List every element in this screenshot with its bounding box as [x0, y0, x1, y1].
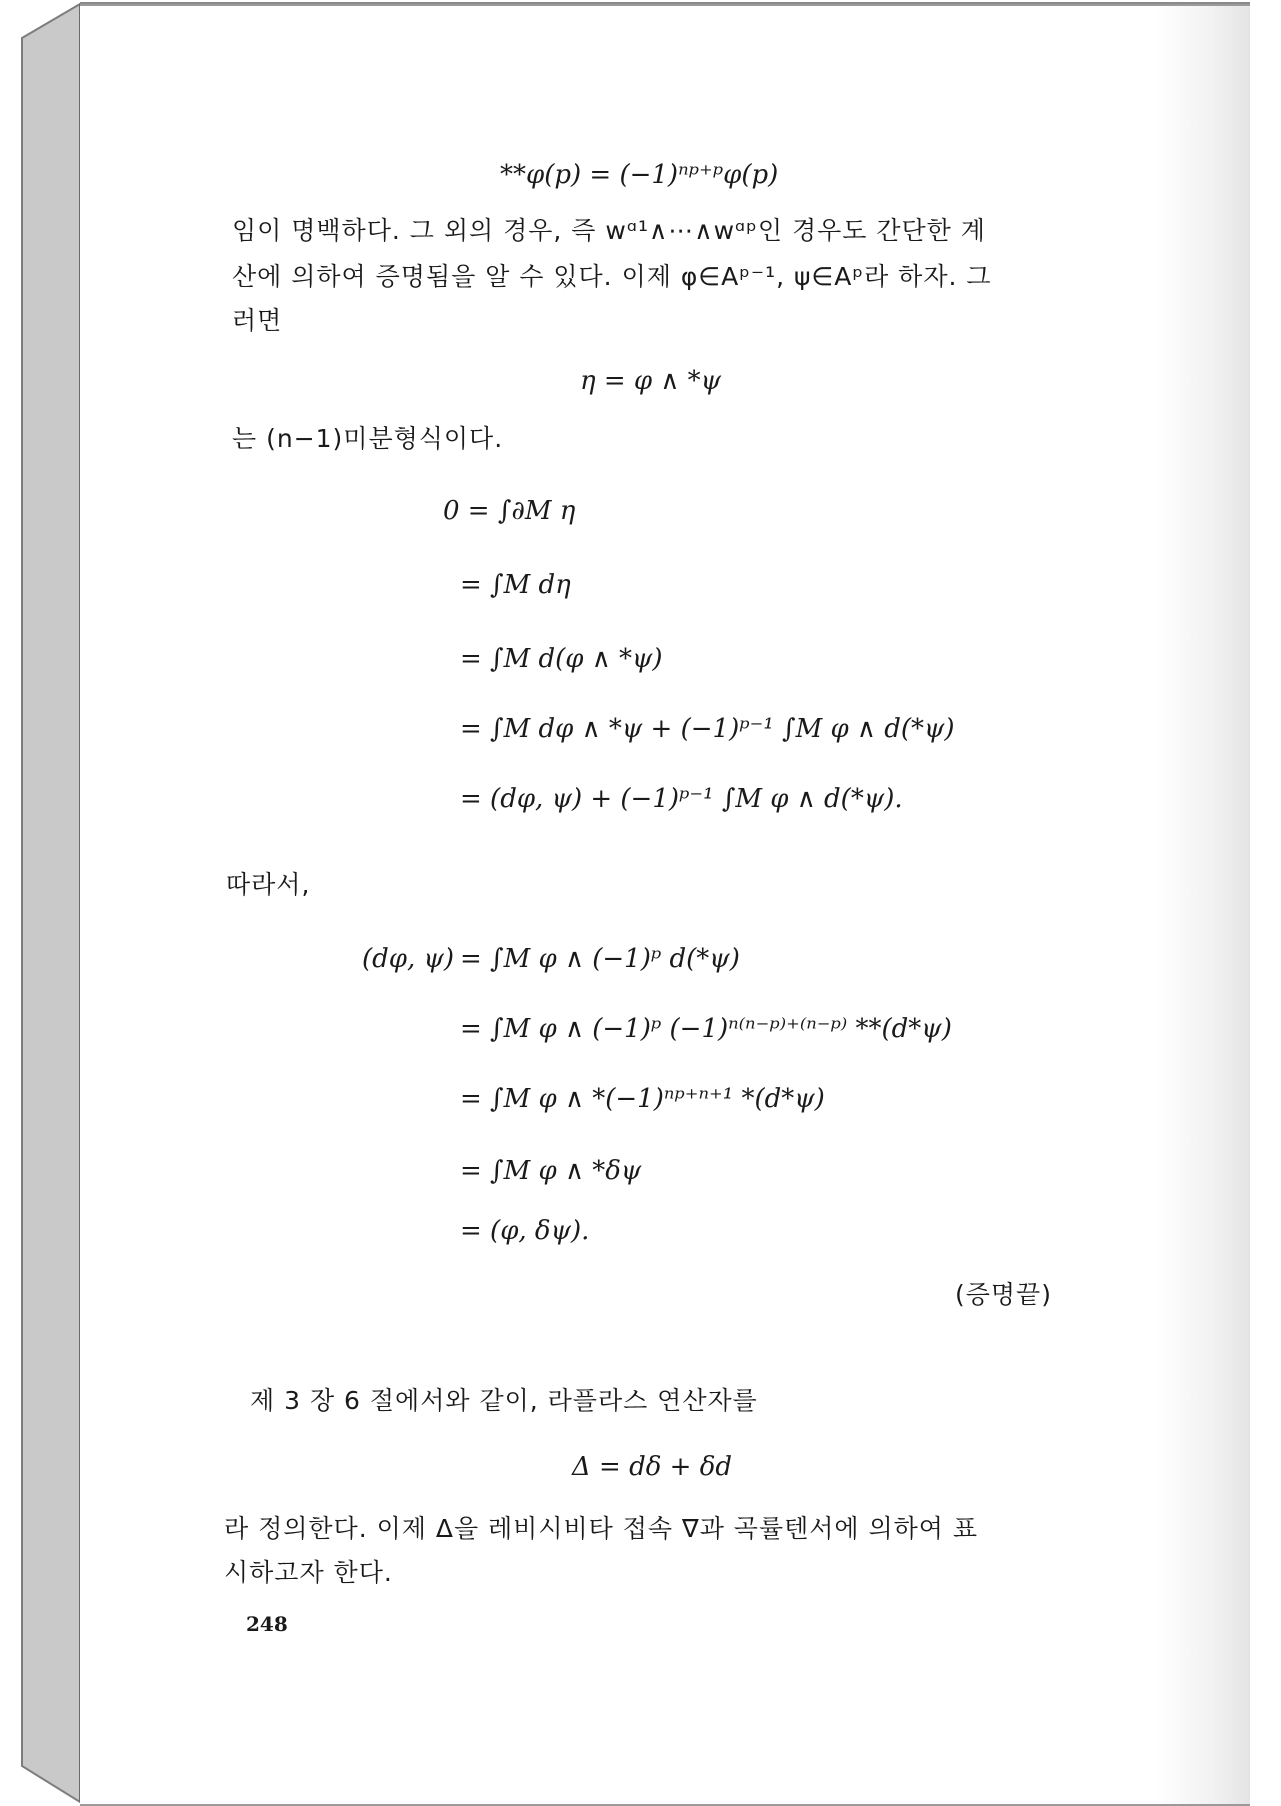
derivation-2-line-1: = ∫M φ ∧ (−1)ᵖ d(*ψ) [460, 944, 740, 974]
derivation-2-line-4: = ∫M φ ∧ *δψ [460, 1156, 642, 1186]
equation-laplace: Δ = dδ + δd [572, 1452, 732, 1482]
qed-label: (증명끝) [955, 1280, 1052, 1309]
derivation-2-lhs: (dφ, ψ) [362, 944, 455, 974]
page-number: 248 [246, 1612, 288, 1636]
derivation-1-line-4: = ∫M dφ ∧ *ψ + (−1)ᵖ⁻¹ ∫M φ ∧ d(*ψ) [460, 714, 955, 744]
derivation-1-line-5: = (dφ, ψ) + (−1)ᵖ⁻¹ ∫M φ ∧ d(*ψ). [460, 784, 903, 814]
derivation-2-line-5: = (φ, δψ). [460, 1216, 590, 1246]
paragraph-1-line-3: 러면 [232, 306, 283, 335]
derivation-2-line-2: = ∫M φ ∧ (−1)ᵖ (−1)ⁿ⁽ⁿ⁻ᵖ⁾⁺⁽ⁿ⁻ᵖ⁾ **(d*ψ) [460, 1014, 952, 1044]
paragraph-3-line-1: 라 정의한다. 이제 Δ을 레비시비타 접속 ∇과 곡률텐서에 의하여 표 [224, 1514, 979, 1543]
paragraph-3-line-2: 시하고자 한다. [224, 1558, 393, 1587]
therefore-label: 따라서, [226, 870, 311, 899]
equation-top: **φ(p) = (−1)ⁿᵖ⁺ᵖφ(p) [500, 160, 779, 190]
paragraph-2-line-1: 제 3 장 6 절에서와 같이, 라플라스 연산자를 [250, 1386, 758, 1415]
paragraph-1-line-2: 산에 의하여 증명됨을 알 수 있다. 이제 φ∈Aᵖ⁻¹, ψ∈Aᵖ라 하자. 그 [232, 262, 992, 291]
derivation-1-line-1: 0 = ∫∂M η [443, 496, 576, 526]
paragraph-1-line-1: 임이 명백하다. 그 외의 경우, 즉 wᵅ¹∧⋯∧wᵅᵖ인 경우도 간단한 계 [232, 216, 986, 245]
n-minus-1-form-line: 는 (n−1)미분형식이다. [232, 424, 504, 453]
derivation-1-line-2: = ∫M dη [460, 570, 571, 600]
equation-eta: η = φ ∧ *ψ [580, 366, 722, 396]
derivation-2-line-3: = ∫M φ ∧ *(−1)ⁿᵖ⁺ⁿ⁺¹ *(d*ψ) [460, 1084, 825, 1114]
derivation-1-line-3: = ∫M d(φ ∧ *ψ) [460, 644, 663, 674]
